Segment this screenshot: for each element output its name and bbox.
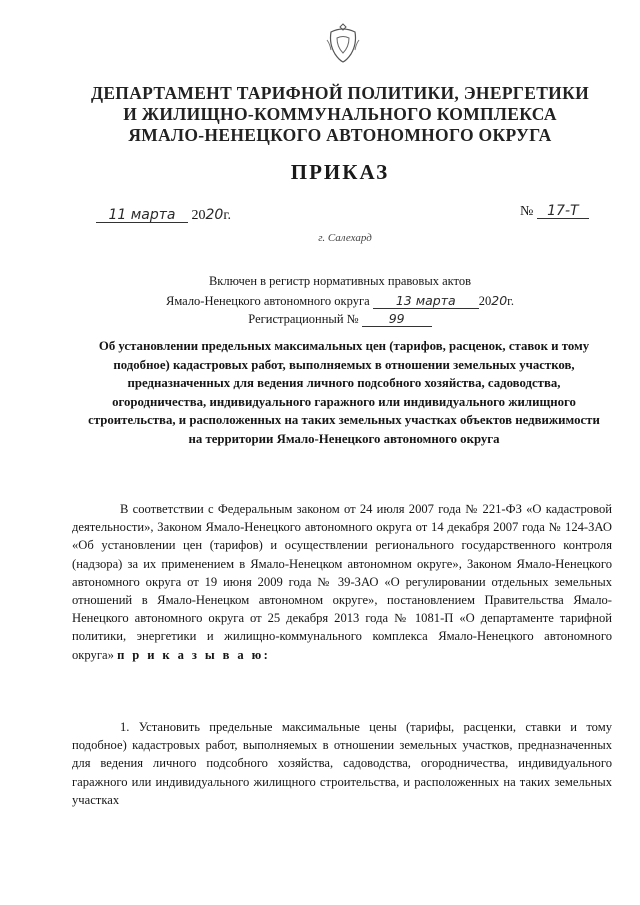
department-name-line-3: ЯМАЛО-НЕНЕЦКОГО АВТОНОМНОГО ОКРУГА bbox=[128, 125, 552, 145]
coat-of-arms-icon bbox=[323, 20, 363, 64]
decree-word: п р и к а з ы в а ю: bbox=[117, 647, 271, 662]
registration-line-1: Включен в регистр нормативных правовых актов bbox=[208, 274, 472, 288]
order-subject: Об установлении предельных максимальных цен (тарифов, расценок, ставок и тому подобное) кадастровых работ, выполняемых в отношении земельных участков, предназначенных для ведения личного подсобного хозяйства, садоводства, огородничества, индивидуального гаражного или индивидуального жилищного строительства, и расположенных на таких земельных участках объектов недвижимости на территории Ямало-Ненецкого автономного округа bbox=[88, 339, 600, 446]
registration-region: Ямало-Ненецкого автономного округа bbox=[166, 294, 370, 308]
registration-date-handwritten: 13 марта bbox=[373, 294, 479, 309]
preamble-paragraph bbox=[72, 500, 612, 664]
order-title: ПРИКАЗ bbox=[290, 160, 390, 184]
order-year-printed: 20 bbox=[191, 208, 206, 223]
preamble-text: В соответствии с Федеральным законом от 24 июля 2007 года № 221-ФЗ «О кадастровой деятельности», Законом Ямало-Ненецкого автономного округа от 14 декабря 2007 года № 124-ЗАО «Об установлении цен (тарифов) и осуществлении регионального государственного контроля (надзора) за их применением в Ямало-Ненецком автономном округе», Законом Ямало-Ненецкого автономного округа от 19 июня 2009 года № 39-ЗАО «О регулировании отдельных земельных отношений в Ямало-Ненецком автономном округе», постановлением Правительства Ямало-Ненецкого автономного округа от 25 декабря 2013 года № 1081-П «О департаменте тарифной политики, энергетики и жилищно-коммунального комплекса Ямало-Ненецкого автономного округа» bbox=[72, 502, 612, 662]
order-year-suffix: г. bbox=[223, 208, 231, 223]
department-name-line-2: И ЖИЛИЩНО-КОММУНАЛЬНОГО КОМПЛЕКСА bbox=[123, 104, 557, 124]
order-number bbox=[520, 204, 589, 220]
item-1-paragraph: 1. Установить предельные максимальные цены (тарифы, расценки, ставки и тому подобное) кадастровых работ, выполняемых в отношении земельных участков, предназначенных для ведения личного подсобного хозяйства, садоводства, огородничества, индивидуального гаражного или индивидуального жилищного строительства, и расположенных на таких земельных участках bbox=[72, 720, 612, 807]
department-name-line-1: ДЕПАРТАМЕНТ ТАРИФНОЙ ПОЛИТИКИ, ЭНЕРГЕТИКИ bbox=[90, 83, 589, 103]
registration-line-2 bbox=[100, 291, 580, 311]
city: г. Салехард bbox=[318, 232, 372, 244]
registration-year-handwritten: 20 bbox=[491, 293, 508, 308]
order-number-label: № bbox=[520, 204, 534, 219]
registration-year-suffix: г. bbox=[507, 294, 514, 308]
order-date bbox=[96, 207, 231, 224]
order-number-handwritten: 17-Т bbox=[537, 204, 589, 219]
registration-number-handwritten: 99 bbox=[362, 312, 432, 327]
order-year-handwritten: 20 bbox=[205, 207, 224, 223]
registration-line-3 bbox=[100, 310, 580, 329]
order-date-handwritten: 11 марта bbox=[96, 208, 188, 223]
registration-number-label: Регистрационный № bbox=[248, 312, 359, 326]
registration-year-printed: 20 bbox=[478, 294, 492, 308]
